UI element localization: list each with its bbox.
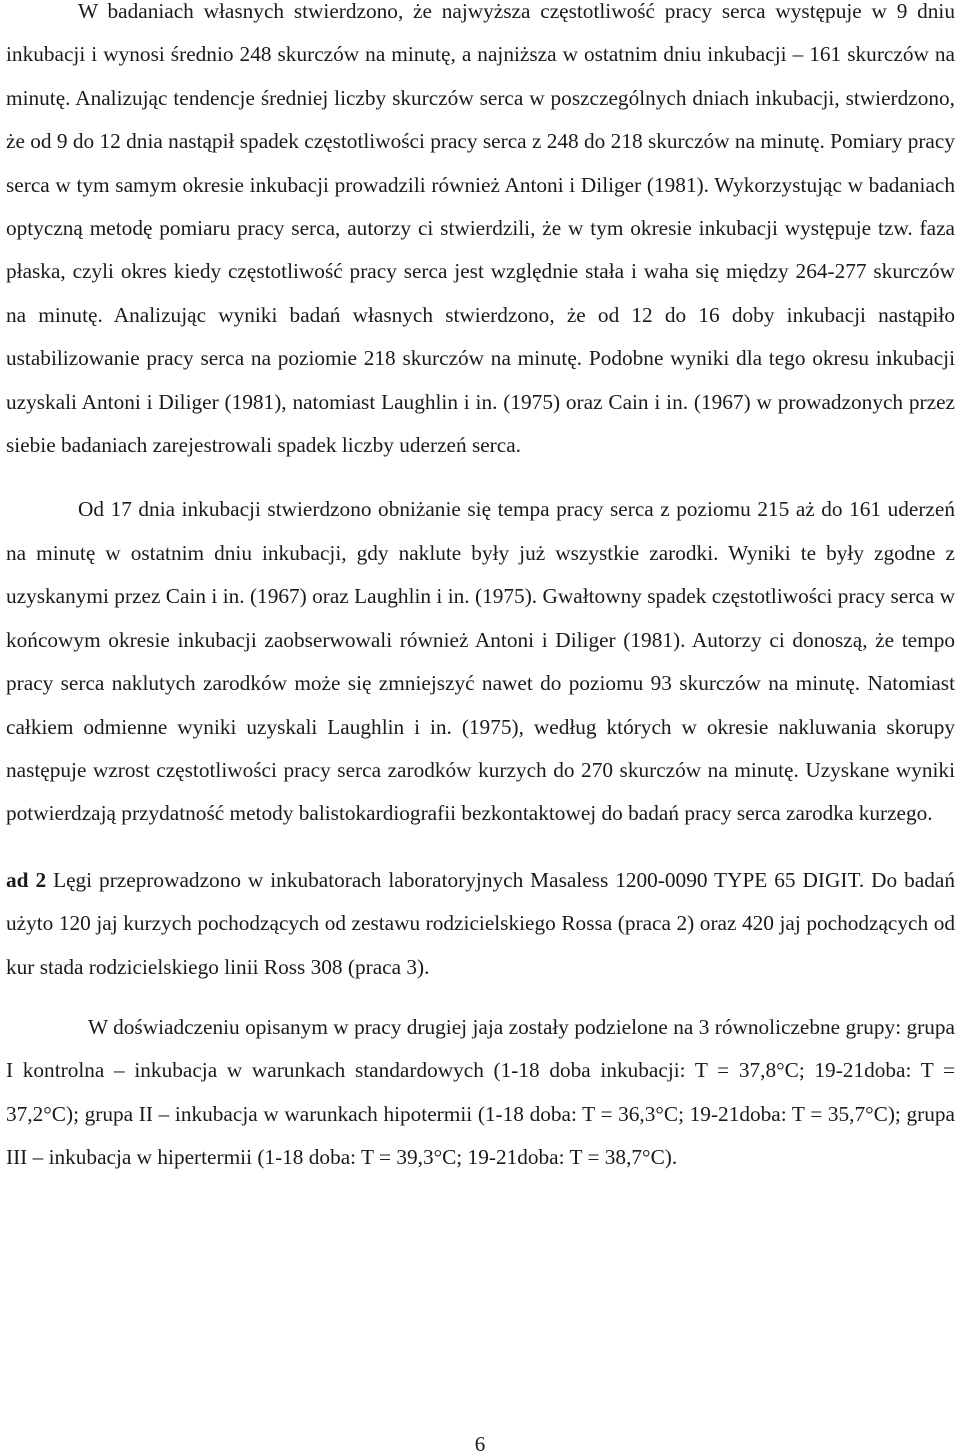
section-lead: ad 2 <box>6 867 47 892</box>
paragraph-heart-rate-results: W badaniach własnych stwierdzono, że najwyższa częstotliwość pracy serca występuje w 9 dniu inkubacji i wynosi średnio 248 skurczów na minutę, a najniższa w ostatnim dniu inkubacji – 161 skurczów na minutę. Analizując tendencje średniej liczby skurczów serca w poszczególnych dniach inkubacji, stwierdzono, że od 9 do 12 dnia nastąpił spadek częstotliwości pracy serca z 248 do 218 skurczów na minutę. Pomiary pracy serca w tym samym okresie inkubacji prowadzili również Antoni i Diliger (1981). Wykorzystując w badaniach optyczną metodę pomiaru pracy serca, autorzy ci stwierdzili, że w tym okresie inkubacji występuje tzw. faza płaska, czyli okres kiedy częstotliwość pracy serca jest względnie stała i waha się między 264-277 skurczów na minutę. Analizując wyniki badań własnych stwierdzono, że od 12 do 16 doby inkubacji nastąpiło ustabilizowanie pracy serca na poziomie 218 skurczów na minutę. Podobne wyniki dla tego okresu inkubacji uzyskali Antoni i Diliger (1981), natomiast Laughlin i in. (1975) oraz Cain i in. (1967) w prowadzonych przez siebie badaniach zarejestrowali spadek liczby uderzeń serca. <box>6 0 955 458</box>
document-page <box>6 0 955 1180</box>
paragraph-incubation-setup-text: Lęgi przeprowadzono w inkubatorach laboratoryjnych Masaless 1200-0090 TYPE 65 DIGIT. Do badań użyto 120 jaj kurzych pochodzących od zestawu rodzicielskiego Rossa (praca 2) oraz 420 jaj pochodzących od kur stada rodzicielskiego linii Ross 308 (praca 3). <box>6 867 955 979</box>
page-number: 6 <box>474 1432 486 1456</box>
paragraph-heart-rate-decline: Od 17 dnia inkubacji stwierdzono obniżanie się tempa pracy serca z poziomu 215 aż do 161 uderzeń na minutę w ostatnim dniu inkubacji, gdy naklute były już wszystkie zarodki. Wyniki te były zgodne z uzyskanymi przez Cain i in. (1967) oraz Laughlin i in. (1975). Gwałtowny spadek częstotliwości pracy serca w końcowym okresie inkubacji zaobserwowali również Antoni i Diliger (1981). Autorzy ci donoszą, że tempo pracy serca naklutych zarodków może się zmniejszyć nawet do poziomu 93 skurczów na minutę. Natomiast całkiem odmienne wyniki uzyskali Laughlin i in. (1975), według których w okresie nakluwania skorupy następuje wzrost częstotliwości pracy serca zarodków kurzych do 270 skurczów na minutę. Uzyskane wyniki potwierdzają przydatność metody balistokardiografii bezkontaktowej do badań pracy serca zarodka kurzego. <box>6 497 955 826</box>
paragraph-incubation-setup <box>6 859 955 989</box>
paragraph-experiment-groups: W doświadczeniu opisanym w pracy drugiej jaja zostały podzielone na 3 równoliczebne grupy: grupa I kontrolna – inkubacja w warunkach standardowych (1-18 doba inkubacji: T = 37,8°C; 19-21doba: T = 37,2°C); grupa II – inkubacja w warunkach hipotermii (1-18 doba: T = 36,3°C; 19-21doba: T = 35,7°C); grupa III – inkubacja w hipertermii (1-18 doba: T = 39,3°C; 19-21doba: T = 38,7°C). <box>6 1014 955 1170</box>
